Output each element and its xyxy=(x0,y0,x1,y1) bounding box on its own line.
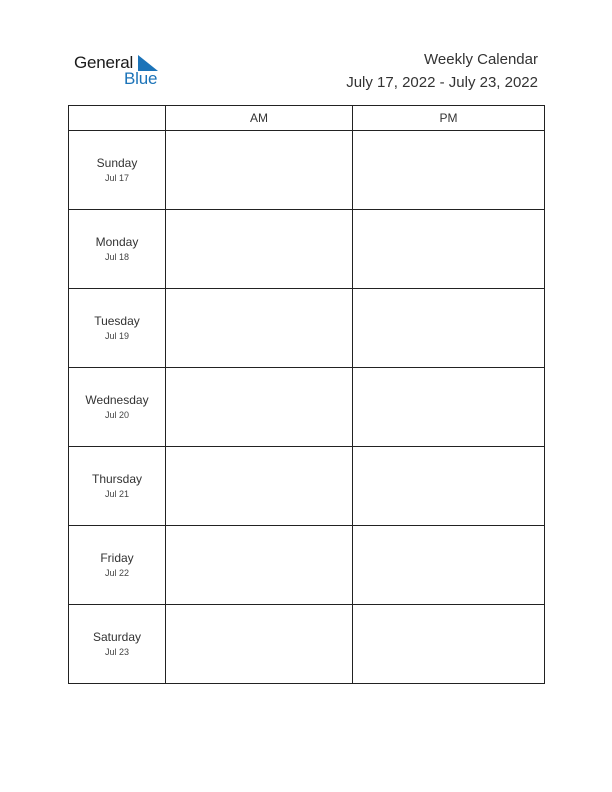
day-name: Sunday xyxy=(96,156,138,170)
day-label-cell xyxy=(69,605,166,684)
pm-slot-cell[interactable] xyxy=(353,605,545,684)
pm-slot-cell[interactable] xyxy=(353,131,545,210)
table-row xyxy=(69,368,545,447)
day-date: Jul 19 xyxy=(104,331,130,341)
day-name: Monday xyxy=(95,235,139,249)
day-name: Friday xyxy=(100,551,134,565)
am-slot-cell[interactable] xyxy=(166,368,353,447)
logo-text-general: General xyxy=(74,53,134,72)
day-label-cell xyxy=(69,289,166,368)
logo-text-blue: Blue xyxy=(124,69,158,88)
am-slot-cell[interactable] xyxy=(166,131,353,210)
day-label-cell xyxy=(69,131,166,210)
day-name: Saturday xyxy=(92,630,142,644)
pm-column-header: PM xyxy=(353,106,545,131)
day-name: Thursday xyxy=(91,472,143,486)
brand-logo xyxy=(74,52,164,92)
table-row xyxy=(69,447,545,526)
document-header xyxy=(346,50,538,93)
day-label-cell xyxy=(69,447,166,526)
day-label-cell xyxy=(69,210,166,289)
day-date: Jul 20 xyxy=(104,410,130,420)
day-date: Jul 23 xyxy=(104,647,130,657)
day-label-cell xyxy=(69,526,166,605)
pm-slot-cell[interactable] xyxy=(353,368,545,447)
pm-slot-cell[interactable] xyxy=(353,289,545,368)
am-slot-cell[interactable] xyxy=(166,605,353,684)
day-name: Tuesday xyxy=(94,314,140,328)
day-date: Jul 22 xyxy=(104,568,130,578)
table-row xyxy=(69,210,545,289)
am-slot-cell[interactable] xyxy=(166,289,353,368)
day-date: Jul 17 xyxy=(104,173,130,183)
day-name: Wednesday xyxy=(85,393,149,407)
page-title: Weekly Calendar xyxy=(424,51,538,68)
pm-slot-cell[interactable] xyxy=(353,526,545,605)
pm-slot-cell[interactable] xyxy=(353,210,545,289)
day-date: Jul 18 xyxy=(104,252,130,262)
am-slot-cell[interactable] xyxy=(166,526,353,605)
header-row xyxy=(69,106,545,131)
date-range: July 17, 2022 - July 23, 2022 xyxy=(346,74,538,91)
table-row xyxy=(69,131,545,210)
am-column-header: AM xyxy=(166,106,353,131)
table-row xyxy=(69,289,545,368)
day-date: Jul 21 xyxy=(104,489,130,499)
am-slot-cell[interactable] xyxy=(166,210,353,289)
pm-slot-cell[interactable] xyxy=(353,447,545,526)
day-label-cell xyxy=(69,368,166,447)
table-row xyxy=(69,605,545,684)
table-row xyxy=(69,526,545,605)
corner-header-cell xyxy=(69,106,166,131)
am-slot-cell[interactable] xyxy=(166,447,353,526)
weekly-calendar-table xyxy=(68,105,545,684)
